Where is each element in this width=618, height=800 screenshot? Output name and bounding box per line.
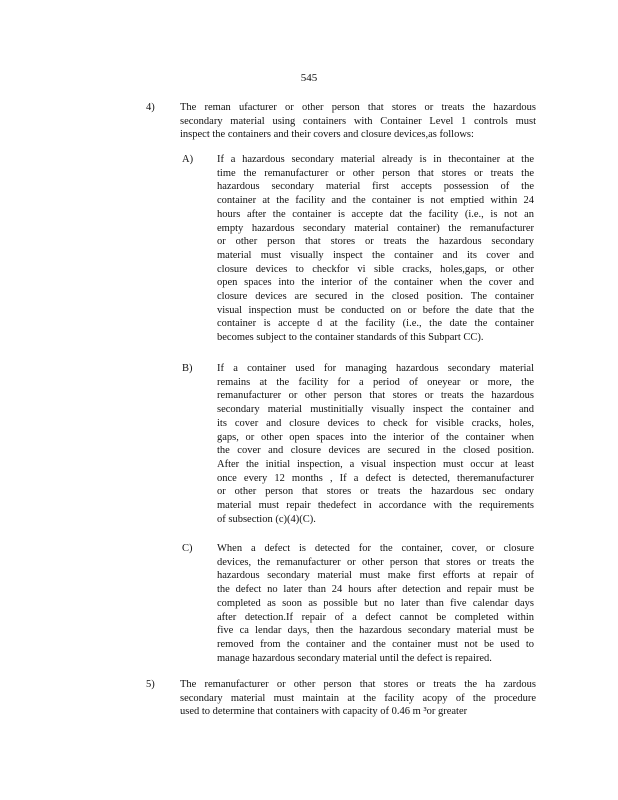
subparagraph-b [182, 362, 534, 526]
text-line: The reman ufacturer or other person that stores or treats the hazardous [180, 102, 536, 113]
subparagraph-text [217, 153, 534, 345]
text-line: of subsection (c)(4)(C). [217, 513, 316, 525]
text-line: visual inspection must be conducted on or before the date that the [217, 304, 534, 316]
text-line: closure devices to checkfor vi sible cracks, holes,gaps, or other [217, 263, 534, 275]
text-line: five ca lendar days, then the hazardous secondary material must be [217, 625, 534, 637]
subparagraph-a [182, 153, 534, 345]
text-line: secondary material using containers with Container Level 1 controls must [180, 115, 536, 127]
paragraph-marker: 5) [146, 679, 155, 690]
paragraph-4 [146, 101, 536, 142]
text-line: hours after the container is accepte dat the facility (i.e., is not an [217, 208, 534, 220]
text-line: material must visually inspect the container and its cover and [217, 249, 534, 261]
text-line: After the initial inspection, a visual inspection must occur at least [217, 458, 534, 470]
text-line: gaps, or other open spaces into the interior of the container when [217, 431, 534, 443]
text-line: closure devices are secured in the closed position. The container [217, 291, 534, 303]
text-line: its cover and closure devices to check for visible cracks, holes, [217, 417, 534, 429]
text-line: inspect the containers and their covers and closure devices,as follows: [180, 129, 474, 141]
text-line: after detection.If repair of a defect cannot be completed within [217, 611, 534, 623]
subparagraph-marker: C) [182, 543, 193, 554]
paragraph-marker: 4) [146, 102, 155, 113]
text-line: container at the facility and the container is not emptied within 24 [217, 195, 534, 207]
text-line: empty hazardous secondary material container) the remanufacturer [217, 222, 534, 234]
subparagraph-marker: B) [182, 363, 193, 374]
text-line: once every 12 months , If a defect is detected, theremanufacturer [217, 472, 534, 484]
subparagraph-text [217, 542, 534, 665]
text-line: the cover and closure devices are secured in the closed position. [217, 445, 534, 457]
text-line: remains at the facility for a period of oneyear or more, the [217, 376, 534, 388]
text-line: becomes subject to the container standards of this Subpart CC). [217, 332, 484, 344]
text-line: secondary material must maintain at the facility acopy of the procedure [180, 692, 536, 704]
page-number: 545 [300, 72, 318, 84]
text-line: completed as soon as possible but no later than five calendar days [217, 597, 534, 609]
text-line: hazardous secondary material must make first efforts at repair of [217, 570, 534, 582]
text-line: material must repair thedefect in accordance with the requirements [217, 500, 534, 512]
text-line: open spaces into the interior of the container when the cover and [217, 277, 534, 289]
text-line: removed from the container and the container must not be used to [217, 638, 534, 650]
text-line: or other person that stores or treats the hazardous sec ondary [217, 486, 534, 498]
text-line: devices, the remanufacturer or other person that stores or treats the [217, 556, 534, 568]
subparagraph-c [182, 542, 534, 665]
text-line: If a container used for managing hazardous secondary material [217, 363, 534, 374]
paragraph-5 [146, 678, 536, 719]
text-line: When a defect is detected for the container, cover, or closure [217, 543, 534, 554]
text-line: the defect no later than 24 hours after detection and repair must be [217, 584, 534, 596]
text-line: used to determine that containers with capacity of 0.46 m ³or greater [180, 706, 468, 718]
subparagraph-text [217, 362, 534, 526]
paragraph-text [180, 678, 536, 719]
subparagraph-marker: A) [182, 154, 194, 165]
text-line: remanufacturer or other person that stores or treats the hazardous [217, 390, 534, 402]
text-line: If a hazardous secondary material already is in thecontainer at the [217, 154, 534, 165]
text-line: manage hazardous secondary material until the defect is repaired. [217, 652, 492, 664]
text-line: The remanufacturer or other person that stores or treats the ha zardous [180, 679, 536, 690]
paragraph-text [180, 101, 536, 142]
text-line: container is accepte d at the facility (i.e., the date the container [217, 318, 534, 330]
text-line: hazardous secondary material first accepts possession of the [217, 181, 534, 193]
text-line: secondary material mustinitially visually inspect the container and [217, 404, 534, 416]
text-line: or other person that stores or treats the hazardous secondary [217, 236, 534, 248]
text-line: time the remanufacturer or other person that stores or treats the [217, 167, 534, 179]
